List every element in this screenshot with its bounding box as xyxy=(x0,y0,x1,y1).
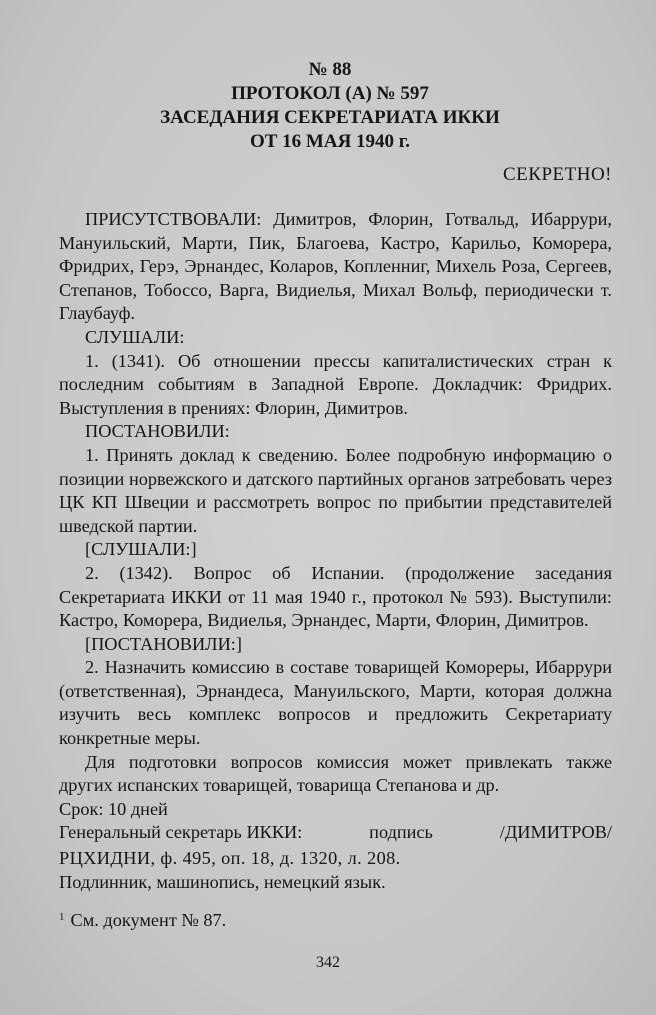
signature-mark: подпись xyxy=(369,822,433,843)
footnote-text: См. документ № 87. xyxy=(70,910,227,930)
protocol-title: ПРОТОКОЛ (А) № 597 xyxy=(231,83,429,104)
archive-citation: РЦХИДНИ, ф. 495, оп. 18, д. 1320, л. 208. xyxy=(59,848,401,868)
secret-mark: СЕКРЕТНО! xyxy=(503,164,612,185)
protocol-body xyxy=(59,208,612,845)
present-paragraph: ПРИСУТСТВОВАЛИ: Димитров, Флорин, Готвальд, Ибаррури, Мануильский, Марти, Пик, Благоева, Кастро, Карильо, Коморера, Фридрих, Герэ, Эрнандес, Коларов, Копленниг, Михель Роза, Сергеев, Степанов, Тобоссо, Варга, Видиелья, Михал Вольф, периодически т. Глаубауф. xyxy=(59,209,612,324)
meeting-date: ОТ 16 МАЯ 1940 г. xyxy=(249,131,411,152)
archive-note: Подлинник, машинопись, немецкий язык. xyxy=(59,872,386,892)
page-number: 342 xyxy=(316,954,340,971)
signature-name: /ДИМИТРОВ/ xyxy=(499,822,612,843)
footnote xyxy=(59,910,226,931)
heard-label-2: [СЛУШАЛИ:] xyxy=(85,539,197,560)
footnote-mark: 1 xyxy=(59,911,65,923)
heard-text-2: 2. (1342). Вопрос об Испании. (продолжение заседания Секретариата ИККИ от 11 мая 1940 г., протокол № 593). Выступили: Кастро, Коморера, Видиелья, Эрнандес, Марти, Флорин, Димитров. xyxy=(59,562,612,631)
archive-reference xyxy=(59,846,401,894)
deadline: Срок: 10 дней xyxy=(59,798,168,819)
meeting-title: ЗАСЕДАНИЯ СЕКРЕТАРИАТА ИККИ xyxy=(160,107,500,128)
resolved-label-2: [ПОСТАНОВИЛИ:] xyxy=(85,633,242,654)
resolved-text-1: 1. Принять доклад к сведению. Более подробную информацию о позиции норвежского и датского партийных органов затребовать через ЦК КП Швеции и рассмотреть вопрос по прибытии представителей шведской партии. xyxy=(59,444,612,536)
heard-label-1: СЛУШАЛИ: xyxy=(85,326,185,347)
signature-line xyxy=(59,821,612,845)
resolved-text-2: 2. Назначить комиссию в составе товарищей Комореры, Ибаррури (ответственная), Эрнандеса, Мануильского, Марти, которая должна изучить весь комплекс вопросов и предложить Секретариату конкретные меры. xyxy=(59,657,612,749)
commission-text: Для подготовки вопросов комиссия может привлекать также других испанских товарищей, товарища Степанова и др. xyxy=(59,751,612,796)
document-number: № 88 xyxy=(308,59,352,80)
signature-role: Генеральный секретарь ИККИ: xyxy=(59,822,303,843)
heard-text-1: 1. (1341). Об отношении прессы капиталистических стран к последним событиям в Западной Европе. Докладчик: Фридрих. Выступления в прениях: Флорин, Димитров. xyxy=(59,350,612,418)
document-header xyxy=(60,58,600,154)
resolved-label-1: ПОСТАНОВИЛИ: xyxy=(85,421,230,442)
